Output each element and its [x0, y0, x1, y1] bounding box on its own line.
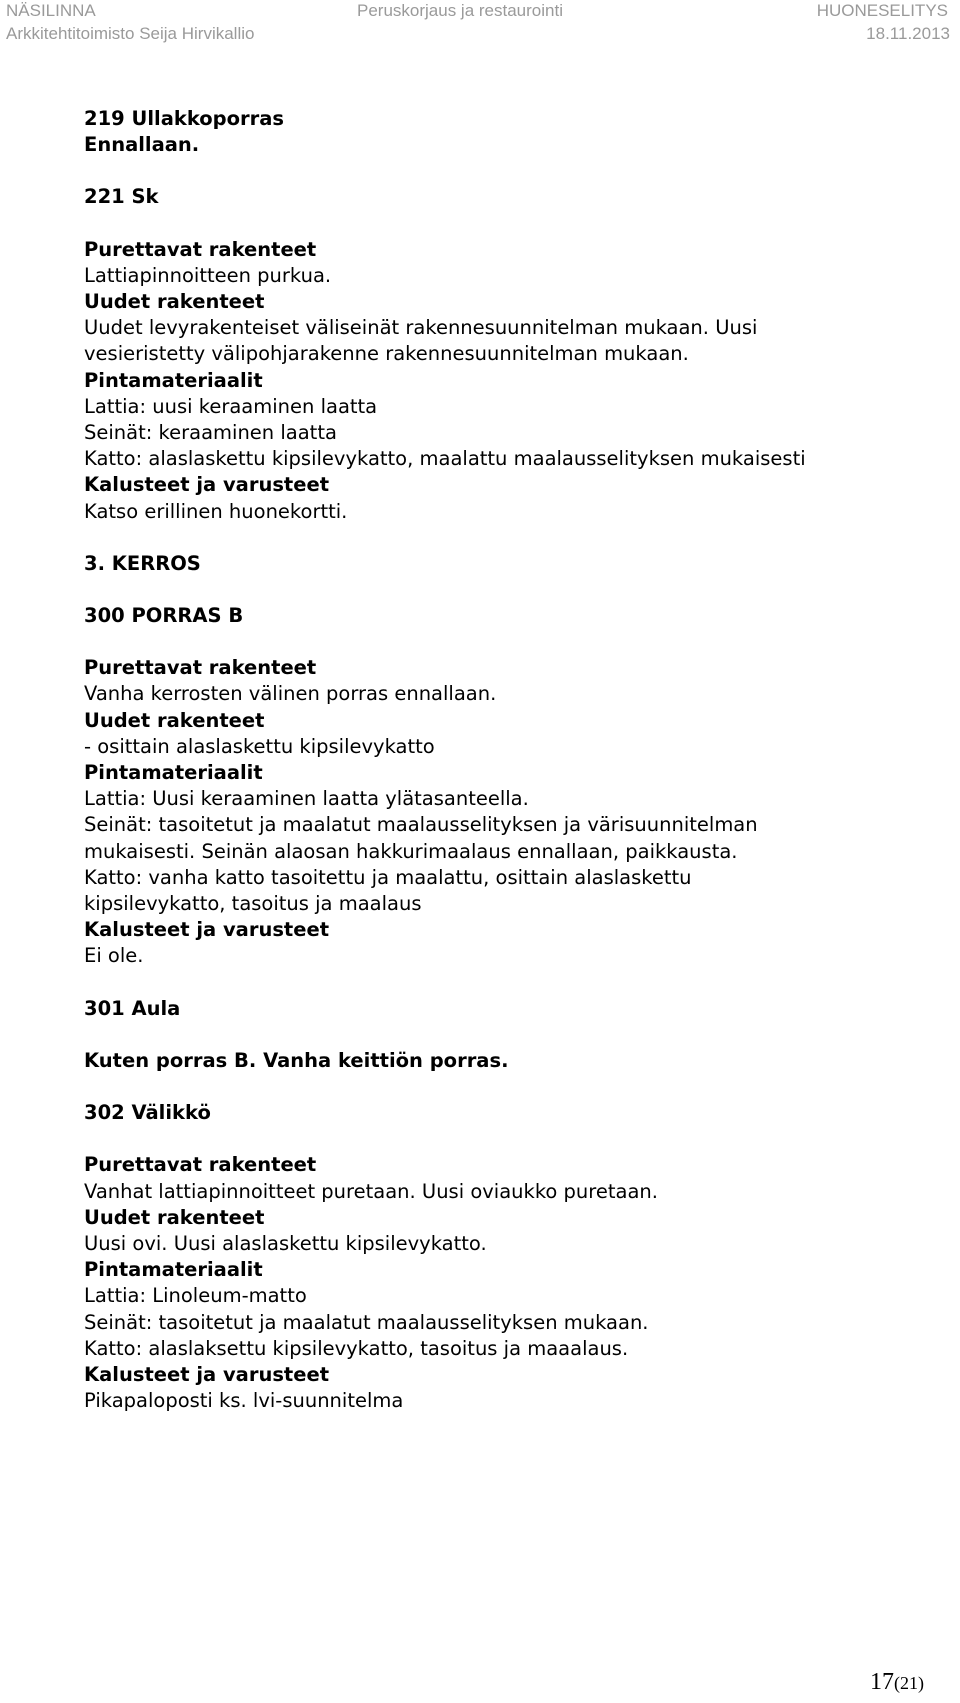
- room-221-demolition-heading: Purettavat rakenteet: [84, 237, 317, 261]
- room-221-surfaces-heading: Pintamateriaalit: [84, 368, 263, 392]
- room-221-demolition-text: Lattiapinnoitteen purkua.: [84, 263, 332, 287]
- room-302-walls: Seinät: tasoitetut ja maalatut maalausselityksen mukaan.: [84, 1310, 649, 1334]
- page-number-total: (21): [894, 1673, 924, 1693]
- room-302-demolition-heading: Purettavat rakenteet: [84, 1153, 317, 1177]
- room-300-title: 300 PORRAS B: [84, 604, 244, 628]
- room-302-new-structures-heading: Uudet rakenteet: [84, 1205, 265, 1229]
- room-300-walls-line2: mukaisesti. Seinän alaosan hakkurimaalaus ennallaan, paikkausta.: [84, 839, 738, 863]
- room-302-surfaces-heading: Pintamateriaalit: [84, 1258, 263, 1282]
- header-document-type: HUONESELITYS: [816, 1, 948, 20]
- room-221-new-structures-line2: vesieristetty välipohjarakenne rakennesuunnitelman mukaan.: [84, 342, 689, 366]
- header-office-name: Arkkitehtitoimisto Seija Hirvikallio: [6, 24, 255, 43]
- room-300-new-structures-heading: Uudet rakenteet: [84, 708, 265, 732]
- room-300-ceiling-line2: kipsilevykatto, tasoitus ja maalaus: [84, 892, 422, 916]
- room-221-walls: Seinät: keraaminen laatta: [84, 421, 337, 445]
- header-date: 18.11.2013: [866, 24, 950, 43]
- room-302-floor: Lattia: Linoleum-matto: [84, 1284, 307, 1308]
- page-number: [870, 1669, 924, 1696]
- room-300-ceiling-line1: Katto: vanha katto tasoitettu ja maalattu, osittain alaslaskettu: [84, 865, 692, 889]
- room-302-ceiling: Katto: alaslaksettu kipsilevykatto, tasoitus ja maaalaus.: [84, 1336, 629, 1360]
- room-300-demolition-heading: Purettavat rakenteet: [84, 656, 317, 680]
- floor-3-heading: 3. KERROS: [84, 551, 201, 575]
- room-302-title: 302 Välikkö: [84, 1101, 211, 1125]
- room-219-title: 219 Ullakkoporras: [84, 107, 285, 130]
- page-number-current: 17: [870, 1669, 894, 1695]
- room-221-new-structures-heading: Uudet rakenteet: [84, 290, 265, 314]
- room-300-fixtures-heading: Kalusteet ja varusteet: [84, 918, 330, 942]
- room-300-demolition-text: Vanha kerrosten välinen porras ennallaan.: [84, 682, 497, 706]
- room-302-fixtures-heading: Kalusteet ja varusteet: [84, 1362, 330, 1386]
- room-221-title: 221 Sk: [84, 185, 159, 209]
- room-300-floor: Lattia: Uusi keraaminen laatta ylätasanteella.: [84, 787, 529, 811]
- room-221-new-structures-line1: Uudet levyrakenteiset väliseinät rakennesuunnitelman mukaan. Uusi: [84, 316, 758, 340]
- document-body: [84, 106, 924, 1414]
- room-300-fixtures: Ei ole.: [84, 944, 144, 968]
- header-project-type: Peruskorjaus ja restaurointi: [357, 1, 563, 20]
- page-header: [0, 0, 960, 48]
- header-project-name: NÄSILINNA: [6, 1, 96, 20]
- room-302-fixtures: Pikapaloposti ks. lvi-suunnitelma: [84, 1389, 404, 1413]
- room-301-text: Kuten porras B. Vanha keittiön porras.: [84, 1048, 509, 1072]
- room-221-ceiling: Katto: alaslaskettu kipsilevykatto, maalattu maalausselityksen mukaisesti: [84, 447, 806, 471]
- room-219-text: Ennallaan.: [84, 133, 200, 157]
- room-301-title: 301 Aula: [84, 996, 181, 1020]
- room-221-fixtures: Katso erillinen huonekortti.: [84, 499, 348, 523]
- room-302-new-structures: Uusi ovi. Uusi alaslaskettu kipsilevykatto.: [84, 1231, 487, 1255]
- room-300-surfaces-heading: Pintamateriaalit: [84, 761, 263, 785]
- room-300-new-structures: - osittain alaslaskettu kipsilevykatto: [84, 734, 435, 758]
- room-300-walls-line1: Seinät: tasoitetut ja maalatut maalausselityksen ja värisuunnitelman: [84, 813, 758, 837]
- room-302-demolition-text: Vanhat lattiapinnoitteet puretaan. Uusi oviaukko puretaan.: [84, 1179, 658, 1203]
- room-221-floor: Lattia: uusi keraaminen laatta: [84, 394, 378, 418]
- room-221-fixtures-heading: Kalusteet ja varusteet: [84, 473, 330, 497]
